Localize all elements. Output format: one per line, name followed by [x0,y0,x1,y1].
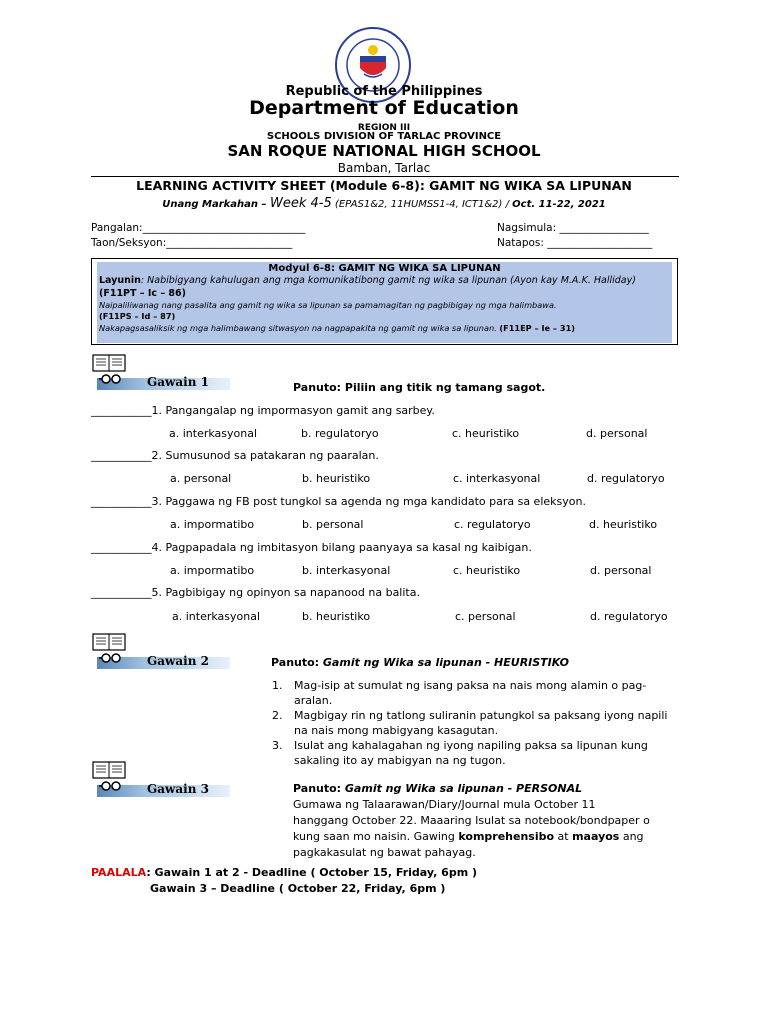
q3-option-d[interactable]: d. heuristiko [589,518,658,531]
reminder-line-2: Gawain 3 – Deadline ( October 22, Friday, 6pm ) [150,882,446,895]
republic-heading: Republic of the Philippines [285,84,483,99]
gawain-2-item-3: 3. Isulat ang kahalagahan ng iyong napiling paksa sa lipunan kung sakaling ito ay mabigyan na ng tugon. [272,739,648,767]
gawain-1-label: Gawain 1 [147,375,209,389]
module-title: Modyul 6-8: GAMIT NG WIKA SA LIPUNAN [268,263,501,274]
gawain-3-banner [89,758,229,804]
gawain-1-instruction: Panuto: Piliin ang titik ng tamang sagot. [293,381,546,394]
q1-option-c[interactable]: c. heuristiko [452,427,520,440]
q1-option-b[interactable]: b. regulatoryo [301,427,379,440]
objective-2-code: (F11PS – Id – 87) [99,311,176,321]
gawain-2-instruction: Panuto: Gamit ng Wika sa lipunan - HEURISTIKO [271,656,569,669]
sheet-week-line: Unang Markahan – Week 4-5 (EPAS1&2, 11HUMSS1-4, ICT1&2) / Oct. 11-22, 2021 [162,196,606,211]
started-field[interactable]: Nagsimula: _________________ [497,222,649,234]
gawain-1-banner [89,351,229,397]
gawain-2-item-2: 2. Magbigay rin ng tatlong suliranin patungkol sa paksang iyong napili na nais mong mabigyang kasagutan. [272,709,668,737]
q3-option-c[interactable]: c. regulatoryo [454,518,531,531]
q4-option-c[interactable]: c. heuristiko [453,564,521,577]
question-3: ___________3. Paggawa ng FB post tungkol sa agenda ng mga kandidato para sa eleksyon. [91,495,586,508]
objective-3: Nakapagsasaliksik ng mga halimbawang sitwasyon na nagpapakita ng gamit ng wika sa lipunan. (F11EP – Ie – 31) [99,323,576,333]
department-heading: Department of Education [249,97,519,119]
name-field[interactable]: Pangalan:_______________________________ [91,222,306,234]
q2-option-a[interactable]: a. personal [170,472,232,485]
question-5: ___________5. Pagbibigay ng opinyon sa napanood na balita. [91,586,420,599]
gawain-2-label: Gawain 2 [147,654,209,668]
school-heading: SAN ROQUE NATIONAL HIGH SCHOOL [227,142,541,160]
region-heading: REGION III [357,123,411,133]
q5-option-c[interactable]: c. personal [455,610,516,623]
book-icon [91,630,127,666]
q1-option-a[interactable]: a. interkasyonal [169,427,258,440]
q3-option-b[interactable]: b. personal [302,518,364,531]
book-icon [91,758,127,794]
q2-option-c[interactable]: c. interkasyonal [453,472,541,485]
book-icon [91,351,127,387]
q5-option-a[interactable]: a. interkasyonal [172,610,261,623]
q4-option-d[interactable]: d. personal [590,564,652,577]
gawain-3-instruction: Panuto: Gamit ng Wika sa lipunan - PERSONAL [293,782,583,795]
header-divider [91,176,679,177]
q5-option-b[interactable]: b. heuristiko [302,610,371,623]
year-section-field[interactable]: Taon/Seksyon:________________________ [91,237,293,249]
q2-option-b[interactable]: b. heuristiko [302,472,371,485]
question-2: ___________2. Sumusunod sa patakaran ng paaralan. [91,449,379,462]
q4-option-b[interactable]: b. interkasyonal [302,564,391,577]
q3-option-a[interactable]: a. impormatibo [170,518,255,531]
division-heading: SCHOOLS DIVISION OF TARLAC PROVINCE [266,131,502,142]
gawain-3-body: Gumawa ng Talaarawan/Diary/Journal mula October 11 hanggang October 22. Maaaring Isulat sa notebook/bondpaper o kung saan mo naisin. Gawing komprehensibo at maayos ang pagkakasulat ng bawat pahayag. [293,798,650,859]
reminder-line-1: PAALALA: Gawain 1 at 2 - Deadline ( October 15, Friday, 6pm ) [91,866,478,879]
q4-option-a[interactable]: a. impormatibo [170,564,255,577]
q5-option-d[interactable]: d. regulatoryo [590,610,668,623]
town-heading: Bamban, Tarlac [337,161,431,175]
q1-option-d[interactable]: d. personal [586,427,648,440]
gawain-2-item-1: 1. Mag-isip at sumulat ng isang paksa na nais mong alamin o pag- aralan. [272,679,647,707]
objective-1-code: (F11PT – Ic – 86) [99,288,186,299]
question-4: ___________4. Pagpapadala ng imbitasyon bilang paanyaya sa kasal ng kaibigan. [91,541,532,554]
gawain-3-label: Gawain 3 [147,782,209,796]
objective-1: Layunin: Nabibigyang kahulugan ang mga komunikatibong gamit ng wika sa lipunan (Ayon kay M.A.K. Halliday) [99,275,636,286]
q2-option-d[interactable]: d. regulatoryo [587,472,665,485]
question-1: ___________1. Pangangalap ng impormasyon gamit ang sarbey. [91,404,435,417]
finished-field[interactable]: Natapos: ____________________ [497,237,653,249]
sheet-title: LEARNING ACTIVITY SHEET (Module 6-8): GAMIT NG WIKA SA LIPUNAN [136,178,632,193]
gawain-2-banner [89,630,229,676]
objective-2: Naipaliliwanag nang pasalita ang gamit ng wika sa lipunan sa pamamagitan ng pagbibigay ng mga halimbawa. [99,300,557,310]
